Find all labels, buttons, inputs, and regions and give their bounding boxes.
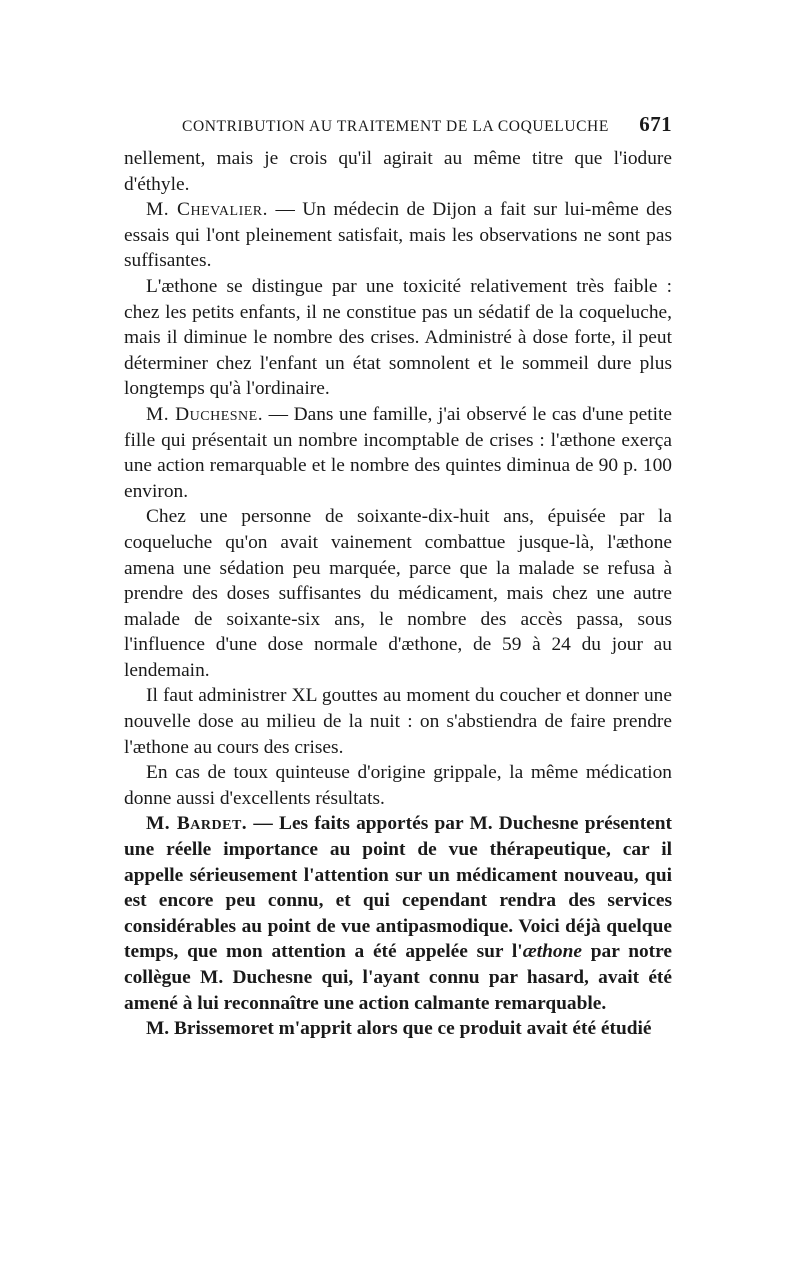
italic-term: æthone bbox=[522, 941, 582, 963]
paragraph-text: — Les faits apportés par M. Duchesne présentent une réelle importance au point de vue thérapeutique, car il appelle sérieusement l'attention sur un médicament nouveau, qui est encore peu connu, et qui cependant rendra des services considérables au point de vue antipasmodique. Voici déjà quelque temps, que mon attention a été appelée sur l' bbox=[124, 813, 672, 963]
paragraph: Chez une personne de soixante-dix-huit ans, épuisée par la coqueluche qu'on avait vainement combattue jusque-là, l'æthone amena une sédation peu marquée, parce que la malade se refusa à prendre des doses suffisantes du médicament, mais chez une autre malade de soixante-six ans, le nombre des accès passa, sous l'influence d'une dose normale d'æthone, de 59 à 24 du jour au lendemain. bbox=[124, 506, 672, 681]
paragraph: Il faut administrer XL gouttes au moment du coucher et donner une nouvelle dose au milieu de la nuit : on s'abstiendra de faire prendre l'æthone au cours des crises. bbox=[124, 685, 672, 758]
paragraph: En cas de toux quinteuse d'origine grippale, la même médication donne aussi d'excellents résultats. bbox=[124, 762, 672, 809]
paragraph: M. Brissemoret m'apprit alors que ce produit avait été étudié bbox=[146, 1018, 652, 1040]
speaker-name: M. Duchesne. bbox=[146, 403, 264, 425]
running-head bbox=[124, 112, 672, 146]
paragraph-text: — Dans une famille, j'ai observé le cas d'une petite fille qui présentait un nombre incomptable de crises : l'æthone exerça une action remarquable et le nombre des quintes diminua de 90 p. 100 environ. bbox=[124, 403, 672, 502]
paragraph-duchesne bbox=[124, 402, 672, 504]
paragraph-text: par notre collègue M. Duchesne qui, l'ayant connu par hasard, avait été amené à lui reconnaître une action calmante remarquable. bbox=[124, 941, 672, 1014]
paragraph-text: — Un médecin de Dijon a fait sur lui-même des essais qui l'ont pleinement satisfait, mais les observations ne sont pas suffisantes. bbox=[124, 199, 672, 272]
paragraph-bardet bbox=[124, 811, 672, 1016]
running-title: CONTRIBUTION AU TRAITEMENT DE LA COQUELUCHE bbox=[182, 118, 609, 135]
paragraph-continuation: nellement, mais je crois qu'il agirait au même titre que l'iodure d'éthyle. bbox=[124, 148, 672, 195]
paragraph: L'æthone se distingue par une toxicité relativement très faible : chez les petits enfants, il ne constitue pas un sédatif de la coqueluche, mais il diminue le nombre des crises. Administré à dose forte, il peut déterminer chez l'enfant un état somnolent et le sommeil dure plus longtemps qu'à l'ordinaire. bbox=[124, 275, 672, 400]
speaker-name: M. Bardet. bbox=[146, 813, 248, 835]
speaker-name: M. Chevalier. bbox=[146, 199, 268, 221]
body-text bbox=[124, 146, 672, 1042]
page-number: 671 bbox=[639, 112, 672, 136]
book-page bbox=[124, 112, 672, 1042]
paragraph-chevalier bbox=[124, 197, 672, 274]
